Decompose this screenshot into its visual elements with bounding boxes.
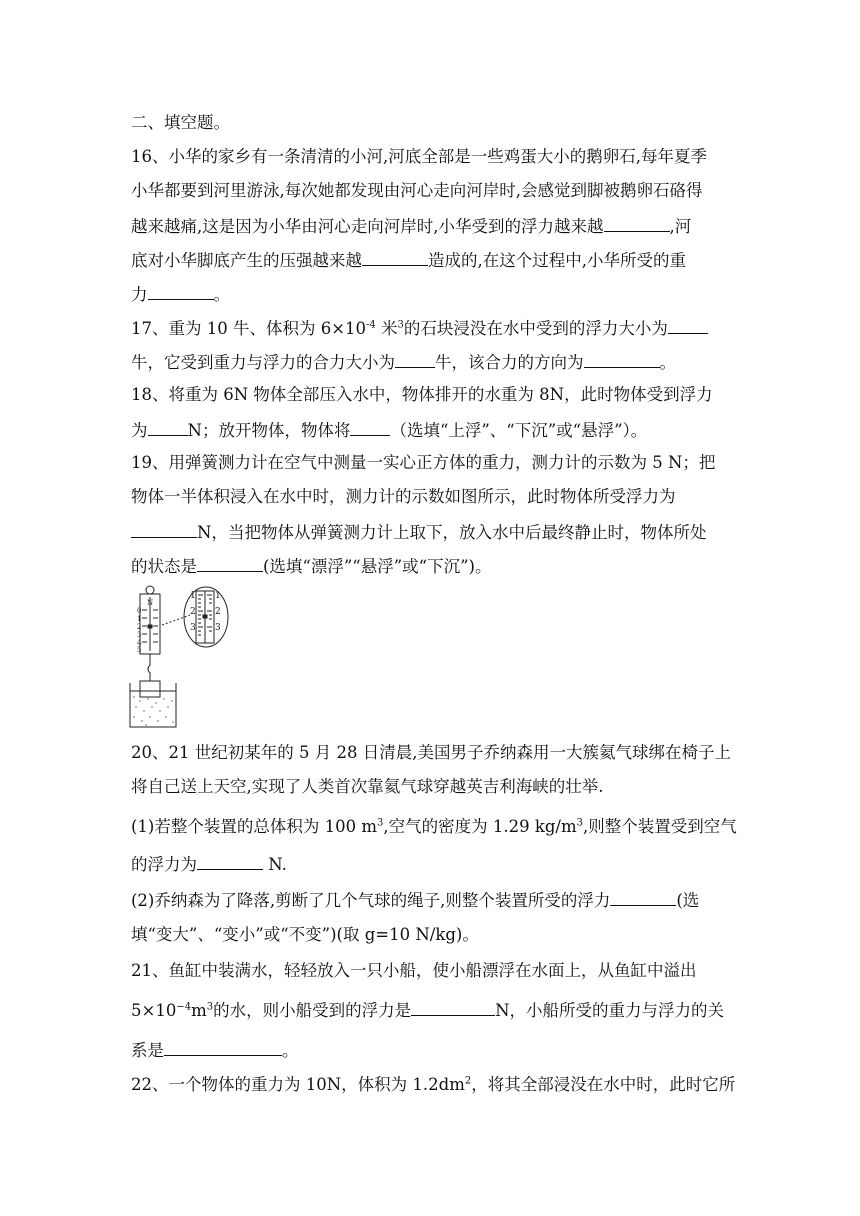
q20-text-g: (选 bbox=[676, 891, 700, 910]
q20-text-a: (1)若整个装置的总体积为 100 m bbox=[131, 817, 378, 836]
q20-text-b: ,空气的密度为 1.29 kg/m bbox=[383, 817, 577, 836]
q21-text-f: 。 bbox=[282, 1041, 299, 1060]
q16-line-3 bbox=[131, 214, 691, 238]
q20-text-f: (2)乔纳森为了降落,剪断了几个气球的绳子,则整个装置所受的浮力 bbox=[131, 891, 611, 910]
zoom-label: 2 bbox=[215, 607, 221, 617]
q21-text-b: m bbox=[191, 1001, 207, 1020]
q21-text-e: 系是 bbox=[131, 1041, 164, 1060]
scale-label: 1 bbox=[137, 615, 142, 623]
zoom-label: 1 bbox=[190, 591, 196, 601]
q21-exponent-2: 3 bbox=[206, 1001, 214, 1013]
q16-line-3-text: 越来越痛,这是因为小华由河心走向河岸时,小华受到的浮力越来越 bbox=[131, 217, 604, 236]
answer-blank[interactable] bbox=[197, 852, 263, 870]
q20-text-e: N. bbox=[263, 855, 287, 874]
answer-blank[interactable] bbox=[604, 214, 670, 232]
q21-line-1: 21、鱼缸中装满水，轻轻放入一只小船，使小船漂浮在水面上，从鱼缸中溢出 bbox=[131, 961, 697, 980]
q21-exponent: −4 bbox=[176, 1001, 192, 1013]
water-dots bbox=[133, 696, 173, 725]
q22-text-a: 22、一个物体的重力为 10N，体积为 1.2dm bbox=[131, 1075, 465, 1094]
scale-label: 4 bbox=[137, 639, 142, 647]
answer-blank[interactable] bbox=[164, 1038, 282, 1056]
scale-hook bbox=[148, 654, 150, 681]
scale-label: 2 bbox=[137, 623, 142, 631]
spring-scale-diagram bbox=[128, 585, 238, 730]
q17-line-2 bbox=[131, 350, 676, 374]
q22-line-1 bbox=[131, 1074, 735, 1096]
q21-line-2 bbox=[131, 998, 724, 1022]
q19-text-c: 的状态是 bbox=[131, 557, 197, 576]
q19-line-1: 19、用弹簧测力计在空气中测量一实心正方体的重力，测力计的示数为 5 N；把 bbox=[131, 453, 716, 472]
spring-scale-figure bbox=[128, 585, 238, 734]
q17-text-a: 17、重为 10 牛、体积为 6×10 bbox=[131, 319, 367, 338]
answer-blank[interactable] bbox=[395, 350, 435, 368]
q21-text-a: 5×10 bbox=[131, 1001, 177, 1020]
answer-blank[interactable] bbox=[148, 418, 188, 436]
q18-text-b: N；放开物体，物体将 bbox=[187, 421, 351, 440]
q18-text-c: （选填“上浮”、“下沉”或“悬浮”）。 bbox=[390, 421, 648, 440]
q17-exponent: -4 bbox=[366, 319, 376, 331]
q20-line-4 bbox=[131, 852, 287, 876]
q20-line-2: 将自己送上天空,实现了人类首次靠氦气球穿越英吉利海峡的壮举. bbox=[131, 777, 604, 796]
q21-text-d: N，小船所受的重力与浮力的关 bbox=[495, 1001, 725, 1020]
answer-blank[interactable] bbox=[584, 350, 660, 368]
q16-line-4-text: 底对小华脚底产生的压强越来越 bbox=[131, 251, 362, 270]
q19-line-2: 物体一半体积浸入在水中时，测力计的示数如图所示，此时物体所受浮力为 bbox=[131, 487, 676, 506]
q17-text-b: 米 bbox=[375, 319, 398, 338]
q17-text-f: 。 bbox=[659, 353, 676, 372]
q20-exponent-2: 3 bbox=[576, 817, 584, 829]
scale-label: 5 bbox=[137, 646, 142, 654]
q20-line-1: 20、21 世纪初某年的 5 月 28 日清晨,美国男子乔纳森用一大簇氦气球绑在椅子上 bbox=[131, 743, 731, 762]
q17-text-d: 牛，它受到重力与浮力的合力大小为 bbox=[131, 353, 395, 372]
answer-blank[interactable] bbox=[131, 520, 197, 538]
section-title: 二、填空题。 bbox=[131, 113, 230, 132]
zoom-label: 3 bbox=[215, 623, 221, 633]
answer-blank[interactable] bbox=[362, 248, 428, 266]
answer-blank[interactable] bbox=[610, 888, 676, 906]
q21-line-3 bbox=[131, 1038, 299, 1062]
q17-line-1 bbox=[131, 316, 708, 340]
q18-text-a: 为 bbox=[131, 421, 148, 440]
q20-text-d: 的浮力为 bbox=[131, 855, 197, 874]
q20-line-6: 填“变大”、“变小”或“不变”)(取 g=10 N/kg)。 bbox=[131, 925, 479, 944]
q18-line-1: 18、将重为 6N 物体全部压入水中，物体排开的水重为 8N，此时物体受到浮力 bbox=[131, 385, 713, 404]
answer-blank[interactable] bbox=[668, 316, 708, 334]
q22-exponent: 2 bbox=[464, 1075, 472, 1087]
answer-blank[interactable] bbox=[148, 282, 214, 300]
zoom-label: 2 bbox=[190, 607, 196, 617]
scale-unit-label: N bbox=[147, 599, 154, 607]
answer-blank[interactable] bbox=[350, 418, 390, 436]
q16-line-5-text: 力 bbox=[131, 285, 148, 304]
q20-exponent: 3 bbox=[377, 817, 384, 829]
q18-line-2 bbox=[131, 418, 647, 442]
water-container bbox=[130, 683, 176, 727]
q17-exponent-2: 3 bbox=[397, 319, 404, 331]
answer-blank[interactable] bbox=[411, 998, 495, 1016]
zoom-label: 3 bbox=[190, 623, 196, 633]
q16-line-5-end: 。 bbox=[213, 285, 230, 304]
scale-pointer bbox=[148, 625, 152, 628]
q22-text-b: ，将其全部浸没在水中时，此时它所 bbox=[471, 1075, 736, 1094]
q16-line-4-end: 造成的,在这个过程中,小华所受的重 bbox=[428, 251, 686, 270]
q20-line-5 bbox=[131, 888, 699, 912]
q16-line-5 bbox=[131, 282, 230, 306]
cube-block bbox=[140, 681, 160, 697]
q19-line-4 bbox=[131, 554, 492, 578]
q19-line-3 bbox=[131, 520, 706, 544]
q16-line-1: 16、小华的家乡有一条清清的小河,河底全部是一些鸡蛋大小的鹅卵石,每年夏季 bbox=[131, 147, 707, 166]
q20-text-c: ,则整个装置受到空气 bbox=[583, 817, 737, 836]
q19-text-b: N，当把物体从弹簧测力计上取下，放入水中后最终静止时，物体所处 bbox=[197, 523, 707, 542]
answer-blank[interactable] bbox=[197, 554, 263, 572]
scale-label: 3 bbox=[137, 631, 142, 639]
q16-line-2: 小华都要到河里游泳,每次她都发现由河心走向河岸时,会感觉到脚被鹅卵石硌得 bbox=[131, 181, 703, 200]
q16-line-4 bbox=[131, 248, 686, 272]
q16-line-3-end: ,河 bbox=[669, 217, 692, 236]
zoom-label: 1 bbox=[215, 591, 221, 601]
q17-text-e: 牛，该合力的方向为 bbox=[435, 353, 584, 372]
scale-hook-ring bbox=[146, 586, 154, 594]
q17-text-c: 的石块浸没在水中受到的浮力大小为 bbox=[403, 319, 668, 338]
q21-text-c: 的水，则小船受到的浮力是 bbox=[213, 1001, 412, 1020]
q20-line-3 bbox=[131, 816, 737, 838]
scale-label: 0 bbox=[137, 607, 142, 615]
q19-text-d: (选填“漂浮”“悬浮”或“下沉”)。 bbox=[263, 557, 492, 576]
